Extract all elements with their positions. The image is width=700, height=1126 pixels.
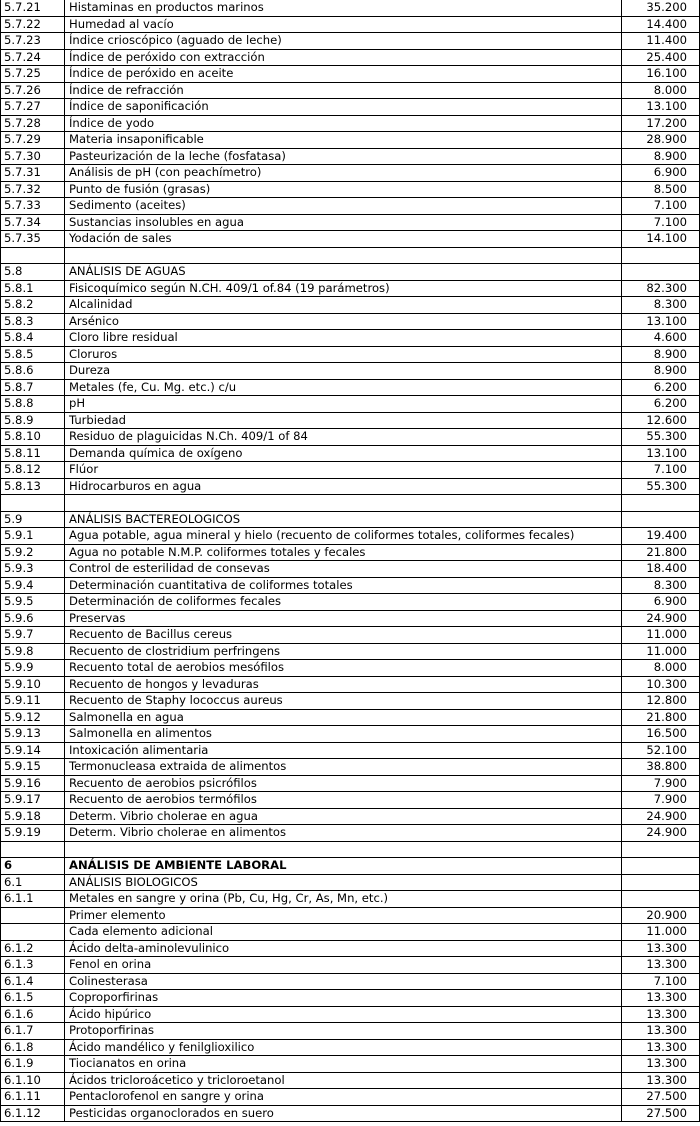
code-cell: 5.7.32 [1, 181, 65, 198]
code-cell: 5.8.10 [1, 429, 65, 446]
description-cell [65, 841, 622, 858]
price-cell [622, 264, 700, 281]
description-cell: Salmonella en agua [65, 709, 622, 726]
description-cell: Índice de refracción [65, 82, 622, 99]
price-cell: 13.300 [622, 957, 700, 974]
price-cell: 13.300 [622, 1023, 700, 1040]
table-row [1, 973, 700, 990]
price-cell: 24.900 [622, 610, 700, 627]
table-row [1, 148, 700, 165]
price-cell: 16.100 [622, 66, 700, 83]
table-row [1, 676, 700, 693]
code-cell: 5.8.2 [1, 297, 65, 314]
table-row [1, 759, 700, 776]
price-cell: 7.100 [622, 973, 700, 990]
table-row [1, 115, 700, 132]
description-cell [65, 247, 622, 264]
description-cell: Colinesterasa [65, 973, 622, 990]
table-row [1, 346, 700, 363]
price-cell: 7.100 [622, 462, 700, 479]
description-cell: Cloro libre residual [65, 330, 622, 347]
price-cell: 35.200 [622, 0, 700, 16]
description-cell: Ácidos tricloroácetico y tricloroetanol [65, 1072, 622, 1089]
code-cell: 5.9.7 [1, 627, 65, 644]
table-row [1, 660, 700, 677]
code-cell: 6 [1, 858, 65, 875]
description-cell: Recuento de Staphy lococcus aureus [65, 693, 622, 710]
price-cell: 11.400 [622, 33, 700, 50]
table-row [1, 891, 700, 908]
price-cell: 8.000 [622, 660, 700, 677]
price-cell: 55.300 [622, 429, 700, 446]
description-cell: Metales (fe, Cu. Mg. etc.) c/u [65, 379, 622, 396]
table-row [1, 198, 700, 215]
code-cell: 5.9.11 [1, 693, 65, 710]
description-cell: Humedad al vacío [65, 16, 622, 33]
code-cell: 6.1.9 [1, 1056, 65, 1073]
description-cell: ANÁLISIS DE AMBIENTE LABORAL [65, 858, 622, 875]
code-cell: 5.9.6 [1, 610, 65, 627]
table-row [1, 775, 700, 792]
description-cell: Demanda química de oxígeno [65, 445, 622, 462]
code-cell: 5.7.30 [1, 148, 65, 165]
description-cell: Hidrocarburos en agua [65, 478, 622, 495]
table-row [1, 1056, 700, 1073]
code-cell: 5.9.17 [1, 792, 65, 809]
code-cell: 5.9.3 [1, 561, 65, 578]
code-cell: 5.8.3 [1, 313, 65, 330]
price-cell: 8.900 [622, 363, 700, 380]
table-row [1, 82, 700, 99]
description-cell: Cloruros [65, 346, 622, 363]
code-cell: 6.1.3 [1, 957, 65, 974]
price-cell [622, 247, 700, 264]
description-cell: Ácido delta-aminolevulinico [65, 940, 622, 957]
code-cell: 5.8.8 [1, 396, 65, 413]
code-cell: 5.7.23 [1, 33, 65, 50]
code-cell [1, 924, 65, 941]
table-row [1, 858, 700, 875]
description-cell: Salmonella en alimentos [65, 726, 622, 743]
price-cell: 14.100 [622, 231, 700, 248]
price-cell: 12.600 [622, 412, 700, 429]
code-cell: 5.9.12 [1, 709, 65, 726]
code-cell: 5.9.2 [1, 544, 65, 561]
price-cell: 13.100 [622, 313, 700, 330]
table-row [1, 940, 700, 957]
description-cell: Recuento total de aerobios mesófilos [65, 660, 622, 677]
table-row [1, 528, 700, 545]
spacer-row [1, 495, 700, 512]
table-row [1, 792, 700, 809]
code-cell: 5.7.35 [1, 231, 65, 248]
code-cell: 6.1.4 [1, 973, 65, 990]
table-row [1, 462, 700, 479]
description-cell: Residuo de plaguicidas N.Ch. 409/1 of 84 [65, 429, 622, 446]
table-row [1, 709, 700, 726]
table-row [1, 726, 700, 743]
price-cell: 38.800 [622, 759, 700, 776]
description-cell: Preservas [65, 610, 622, 627]
price-cell: 8.900 [622, 148, 700, 165]
code-cell: 5.9.8 [1, 643, 65, 660]
description-cell: Índice crioscópico (aguado de leche) [65, 33, 622, 50]
code-cell: 6.1.6 [1, 1006, 65, 1023]
code-cell: 5.8.12 [1, 462, 65, 479]
description-cell: Control de esterilidad de consevas [65, 561, 622, 578]
table-row [1, 627, 700, 644]
price-cell: 21.800 [622, 709, 700, 726]
spacer-row [1, 247, 700, 264]
code-cell: 5.7.22 [1, 16, 65, 33]
price-cell: 6.200 [622, 396, 700, 413]
table-row [1, 693, 700, 710]
table-row [1, 231, 700, 248]
table-row [1, 742, 700, 759]
description-cell: Cada elemento adicional [65, 924, 622, 941]
code-cell: 5.9.1 [1, 528, 65, 545]
description-cell: Índice de yodo [65, 115, 622, 132]
table-row [1, 363, 700, 380]
price-cell: 52.100 [622, 742, 700, 759]
description-cell: Recuento de aerobios psicrófilos [65, 775, 622, 792]
price-cell: 4.600 [622, 330, 700, 347]
table-row [1, 33, 700, 50]
description-cell: Alcalinidad [65, 297, 622, 314]
table-row [1, 313, 700, 330]
price-cell: 13.300 [622, 1039, 700, 1056]
table-row [1, 396, 700, 413]
table-row [1, 181, 700, 198]
code-cell: 5.7.25 [1, 66, 65, 83]
code-cell: 5.8 [1, 264, 65, 281]
price-cell: 8.900 [622, 346, 700, 363]
table-row [1, 16, 700, 33]
description-cell: Flúor [65, 462, 622, 479]
code-cell: 6.1 [1, 874, 65, 891]
price-cell: 13.300 [622, 990, 700, 1007]
price-cell: 13.300 [622, 940, 700, 957]
code-cell: 5.8.9 [1, 412, 65, 429]
table-row [1, 429, 700, 446]
price-cell: 13.100 [622, 445, 700, 462]
price-cell: 8.300 [622, 577, 700, 594]
price-cell: 13.300 [622, 1006, 700, 1023]
description-cell: Ácido mandélico y fenilglioxilico [65, 1039, 622, 1056]
price-cell: 19.400 [622, 528, 700, 545]
price-cell [622, 511, 700, 528]
description-cell: Histaminas en productos marinos [65, 0, 622, 16]
description-cell: ANÁLISIS DE AGUAS [65, 264, 622, 281]
description-cell: Análisis de pH (con peachímetro) [65, 165, 622, 182]
description-cell: Sedimento (aceites) [65, 198, 622, 215]
table-row [1, 165, 700, 182]
price-cell: 27.500 [622, 1105, 700, 1122]
code-cell: 6.1.10 [1, 1072, 65, 1089]
price-cell: 27.500 [622, 1089, 700, 1106]
code-cell: 6.1.11 [1, 1089, 65, 1106]
code-cell: 5.8.4 [1, 330, 65, 347]
table-row [1, 561, 700, 578]
code-cell [1, 495, 65, 512]
code-cell: 5.7.28 [1, 115, 65, 132]
code-cell: 5.9.9 [1, 660, 65, 677]
table-row [1, 511, 700, 528]
price-cell: 18.400 [622, 561, 700, 578]
table-row [1, 808, 700, 825]
description-cell: Coproporfirinas [65, 990, 622, 1007]
code-cell: 6.1.12 [1, 1105, 65, 1122]
table-row [1, 643, 700, 660]
price-cell: 14.400 [622, 16, 700, 33]
code-cell: 6.1.5 [1, 990, 65, 1007]
code-cell: 5.8.5 [1, 346, 65, 363]
description-cell: Sustancias insolubles en agua [65, 214, 622, 231]
table-row [1, 990, 700, 1007]
description-cell: Fisicoquímico según N.CH. 409/1 of.84 (19 parámetros) [65, 280, 622, 297]
price-cell: 12.800 [622, 693, 700, 710]
description-cell: Intoxicación alimentaria [65, 742, 622, 759]
table-row [1, 0, 700, 16]
code-cell: 5.7.29 [1, 132, 65, 149]
table-row [1, 412, 700, 429]
table-row [1, 1006, 700, 1023]
description-cell [65, 495, 622, 512]
code-cell: 6.1.2 [1, 940, 65, 957]
price-cell [622, 874, 700, 891]
table-row [1, 379, 700, 396]
description-cell: Dureza [65, 363, 622, 380]
price-cell: 6.200 [622, 379, 700, 396]
price-cell [622, 858, 700, 875]
price-cell: 8.500 [622, 181, 700, 198]
table-row [1, 907, 700, 924]
price-cell: 11.000 [622, 924, 700, 941]
description-cell: pH [65, 396, 622, 413]
table-row [1, 330, 700, 347]
price-cell: 8.300 [622, 297, 700, 314]
price-cell: 7.100 [622, 198, 700, 215]
code-cell: 5.9.13 [1, 726, 65, 743]
code-cell: 6.1.8 [1, 1039, 65, 1056]
code-cell: 5.8.7 [1, 379, 65, 396]
code-cell [1, 907, 65, 924]
description-cell: ANÁLISIS BIOLOGICOS [65, 874, 622, 891]
description-cell: Fenol en orina [65, 957, 622, 974]
code-cell: 5.9.16 [1, 775, 65, 792]
description-cell: Tiocianatos en orina [65, 1056, 622, 1073]
code-cell: 5.8.1 [1, 280, 65, 297]
description-cell: Agua potable, agua mineral y hielo (recuento de coliformes totales, coliformes fecales) [65, 528, 622, 545]
table-row [1, 1023, 700, 1040]
table-row [1, 264, 700, 281]
table-row [1, 544, 700, 561]
code-cell: 6.1.7 [1, 1023, 65, 1040]
code-cell: 5.7.24 [1, 49, 65, 66]
description-cell: Índice de saponificación [65, 99, 622, 116]
description-cell: ANÁLISIS BACTEREOLOGICOS [65, 511, 622, 528]
table-row [1, 957, 700, 974]
description-cell: Ácido hipúrico [65, 1006, 622, 1023]
price-cell: 11.000 [622, 627, 700, 644]
price-cell: 16.500 [622, 726, 700, 743]
description-cell: Protoporfirinas [65, 1023, 622, 1040]
price-cell: 25.400 [622, 49, 700, 66]
table-row [1, 280, 700, 297]
description-cell: Recuento de aerobios termófilos [65, 792, 622, 809]
code-cell [1, 841, 65, 858]
price-table-body [1, 0, 700, 1122]
price-cell: 82.300 [622, 280, 700, 297]
price-cell: 6.900 [622, 594, 700, 611]
description-cell: Materia insaponificable [65, 132, 622, 149]
price-cell: 10.300 [622, 676, 700, 693]
description-cell: Turbiedad [65, 412, 622, 429]
code-cell: 5.9 [1, 511, 65, 528]
code-cell [1, 247, 65, 264]
description-cell: Agua no potable N.M.P. coliformes totales y fecales [65, 544, 622, 561]
code-cell: 5.7.27 [1, 99, 65, 116]
description-cell: Recuento de hongos y levaduras [65, 676, 622, 693]
table-row [1, 445, 700, 462]
price-cell [622, 841, 700, 858]
description-cell: Determ. Vibrio cholerae en agua [65, 808, 622, 825]
description-cell: Pesticidas organoclorados en suero [65, 1105, 622, 1122]
table-row [1, 594, 700, 611]
description-cell: Recuento de clostridium perfringens [65, 643, 622, 660]
code-cell: 5.7.34 [1, 214, 65, 231]
price-cell: 13.300 [622, 1072, 700, 1089]
price-cell: 11.000 [622, 643, 700, 660]
description-cell: Determinación de coliformes fecales [65, 594, 622, 611]
code-cell: 5.7.21 [1, 0, 65, 16]
table-row [1, 1039, 700, 1056]
price-cell: 13.100 [622, 99, 700, 116]
price-cell: 24.900 [622, 808, 700, 825]
code-cell: 5.7.31 [1, 165, 65, 182]
code-cell: 5.7.26 [1, 82, 65, 99]
description-cell: Primer elemento [65, 907, 622, 924]
code-cell: 5.9.10 [1, 676, 65, 693]
code-cell: 5.8.13 [1, 478, 65, 495]
price-cell: 8.000 [622, 82, 700, 99]
price-cell: 7.900 [622, 775, 700, 792]
price-cell: 17.200 [622, 115, 700, 132]
table-row [1, 297, 700, 314]
table-row [1, 1105, 700, 1122]
price-cell [622, 891, 700, 908]
price-cell: 7.900 [622, 792, 700, 809]
price-cell: 7.100 [622, 214, 700, 231]
price-cell: 20.900 [622, 907, 700, 924]
code-cell: 5.9.14 [1, 742, 65, 759]
description-cell: Pentaclorofenol en sangre y orina [65, 1089, 622, 1106]
table-row [1, 49, 700, 66]
table-row [1, 214, 700, 231]
code-cell: 5.7.33 [1, 198, 65, 215]
code-cell: 5.9.4 [1, 577, 65, 594]
description-cell: Pasteurización de la leche (fosfatasa) [65, 148, 622, 165]
code-cell: 5.9.18 [1, 808, 65, 825]
description-cell: Arsénico [65, 313, 622, 330]
price-cell: 24.900 [622, 825, 700, 842]
price-cell: 6.900 [622, 165, 700, 182]
table-row [1, 99, 700, 116]
description-cell: Determinación cuantitativa de coliformes totales [65, 577, 622, 594]
table-row [1, 132, 700, 149]
table-row [1, 66, 700, 83]
code-cell: 5.9.5 [1, 594, 65, 611]
description-cell: Índice de peróxido con extracción [65, 49, 622, 66]
description-cell: Índice de peróxido en aceite [65, 66, 622, 83]
code-cell: 6.1.1 [1, 891, 65, 908]
description-cell: Termonucleasa extraida de alimentos [65, 759, 622, 776]
price-cell [622, 495, 700, 512]
price-cell: 28.900 [622, 132, 700, 149]
price-cell: 55.300 [622, 478, 700, 495]
description-cell: Determ. Vibrio cholerae en alimentos [65, 825, 622, 842]
table-row [1, 874, 700, 891]
code-cell: 5.9.15 [1, 759, 65, 776]
table-row [1, 610, 700, 627]
description-cell: Punto de fusión (grasas) [65, 181, 622, 198]
description-cell: Recuento de Bacillus cereus [65, 627, 622, 644]
table-row [1, 1089, 700, 1106]
code-cell: 5.9.19 [1, 825, 65, 842]
table-row [1, 478, 700, 495]
table-row [1, 1072, 700, 1089]
spacer-row [1, 841, 700, 858]
table-row [1, 924, 700, 941]
description-cell: Yodación de sales [65, 231, 622, 248]
code-cell: 5.8.6 [1, 363, 65, 380]
table-row [1, 577, 700, 594]
price-cell: 21.800 [622, 544, 700, 561]
price-cell: 13.300 [622, 1056, 700, 1073]
code-cell: 5.8.11 [1, 445, 65, 462]
description-cell: Metales en sangre y orina (Pb, Cu, Hg, Cr, As, Mn, etc.) [65, 891, 622, 908]
table-row [1, 825, 700, 842]
